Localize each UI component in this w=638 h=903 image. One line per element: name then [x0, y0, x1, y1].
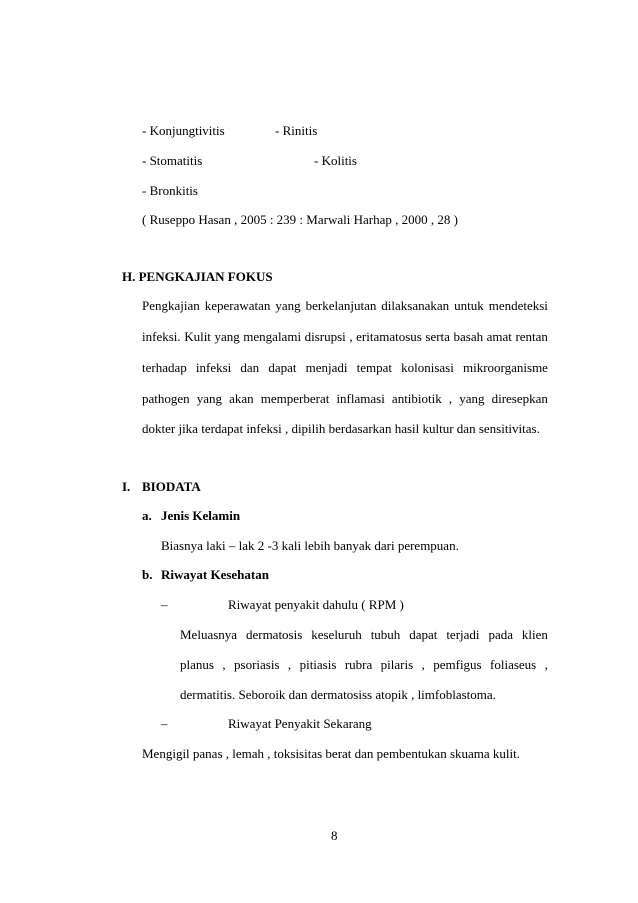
list-item-konjungtivitis: - Konjungtivitis — [142, 123, 225, 138]
list-item-kolitis: - Kolitis — [314, 153, 357, 168]
word: Pengkajian — [142, 298, 200, 313]
word: dapat — [409, 627, 438, 642]
word: rubra — [344, 657, 373, 672]
word: rentan — [515, 329, 548, 344]
bullet-dash: – — [161, 597, 168, 612]
word: mengalami — [243, 329, 302, 344]
word: , — [349, 329, 353, 344]
word: dilaksanakan — [381, 298, 450, 313]
rpm-title: Riwayat penyakit dahulu ( RPM ) — [228, 597, 404, 612]
subsection-a-text: Biasnya laki – lak 2 -3 kali lebih banyak dari perempuan. — [161, 538, 459, 553]
word: amat — [486, 329, 512, 344]
word: dan — [240, 360, 260, 375]
word: planus — [180, 657, 214, 672]
word: pathogen — [142, 391, 190, 406]
word: mendeteksi — [488, 298, 548, 313]
word: Meluasnya — [180, 627, 238, 642]
word: pilaris — [380, 657, 414, 672]
paragraph-line — [142, 298, 548, 314]
subsection-a-heading: Jenis Kelamin — [161, 508, 241, 523]
word: klien — [521, 627, 548, 642]
word: akan — [229, 391, 254, 406]
rps-title: Riwayat Penyakit Sekarang — [228, 716, 372, 731]
word: infeksi. — [142, 329, 181, 344]
list-item-bronkitis: - Bronkitis — [142, 183, 198, 198]
word: terjadi — [446, 627, 480, 642]
word: dermatosis — [245, 627, 303, 642]
word: pemfigus — [433, 657, 482, 672]
paragraph-line: dokter jika terdapat infeksi , dipilih berdasarkan hasil kultur dan sensitivitas. — [142, 421, 540, 436]
word: keperawatan — [204, 298, 271, 313]
word: pada — [488, 627, 513, 642]
word: psoriasis — [234, 657, 280, 672]
paragraph-line — [142, 391, 548, 407]
word: tubuh — [370, 627, 401, 642]
word: yang — [196, 391, 223, 406]
word: , — [287, 657, 292, 672]
word: diresepkan — [491, 391, 548, 406]
word: pitiasis — [299, 657, 337, 672]
list-item-stomatitis: - Stomatitis — [142, 153, 203, 168]
word: basah — [453, 329, 484, 344]
word: Kulit — [184, 329, 211, 344]
word: untuk — [454, 298, 484, 313]
word: dapat — [268, 360, 297, 375]
rpm-line — [180, 657, 548, 673]
list-item-rinitis: - Rinitis — [275, 123, 318, 138]
word: yang — [214, 329, 240, 344]
word: , — [222, 657, 226, 672]
word: foliaseus — [490, 657, 537, 672]
section-i-heading: BIODATA — [142, 479, 201, 494]
subsection-a-marker: a. — [142, 508, 152, 523]
word: yang — [275, 298, 301, 313]
section-i-marker: I. — [122, 479, 131, 494]
word: tempat — [356, 360, 392, 375]
word: inflamasi — [336, 391, 385, 406]
word: , — [448, 391, 453, 406]
rps-text: Mengigil panas , lemah , toksisitas berat dan pembentukan skuama kulit. — [142, 746, 521, 761]
word: antibiotik — [391, 391, 442, 406]
word: berkelanjutan — [305, 298, 377, 313]
paragraph-line — [142, 329, 548, 345]
word: kolonisasi — [401, 360, 454, 375]
word: terhadap — [142, 360, 187, 375]
rpm-line: dermatitis. Seboroik dan dermatosiss atopik , limfoblastoma. — [180, 687, 496, 702]
word: infeksi — [195, 360, 232, 375]
word: disrupsi — [304, 329, 346, 344]
citation: ( Ruseppo Hasan , 2005 : 239 : Marwali Harhap , 2000 , 28 ) — [142, 212, 458, 227]
word: yang — [459, 391, 485, 406]
word: keseluruh — [311, 627, 362, 642]
word: eritamatosus — [356, 329, 422, 344]
subsection-b-heading: Riwayat Kesehatan — [161, 567, 269, 582]
word: serta — [425, 329, 450, 344]
word: mikroorganisme — [462, 360, 548, 375]
page-number: 8 — [331, 828, 338, 843]
word: , — [544, 657, 548, 672]
section-h-heading: H. PENGKAJIAN FOKUS — [122, 269, 273, 284]
rpm-line — [180, 627, 548, 643]
subsection-b-marker: b. — [142, 567, 153, 582]
paragraph-line — [142, 360, 548, 376]
word: memperberat — [260, 391, 330, 406]
word: menjadi — [305, 360, 348, 375]
bullet-dash: – — [161, 716, 168, 731]
word: , — [421, 657, 425, 672]
